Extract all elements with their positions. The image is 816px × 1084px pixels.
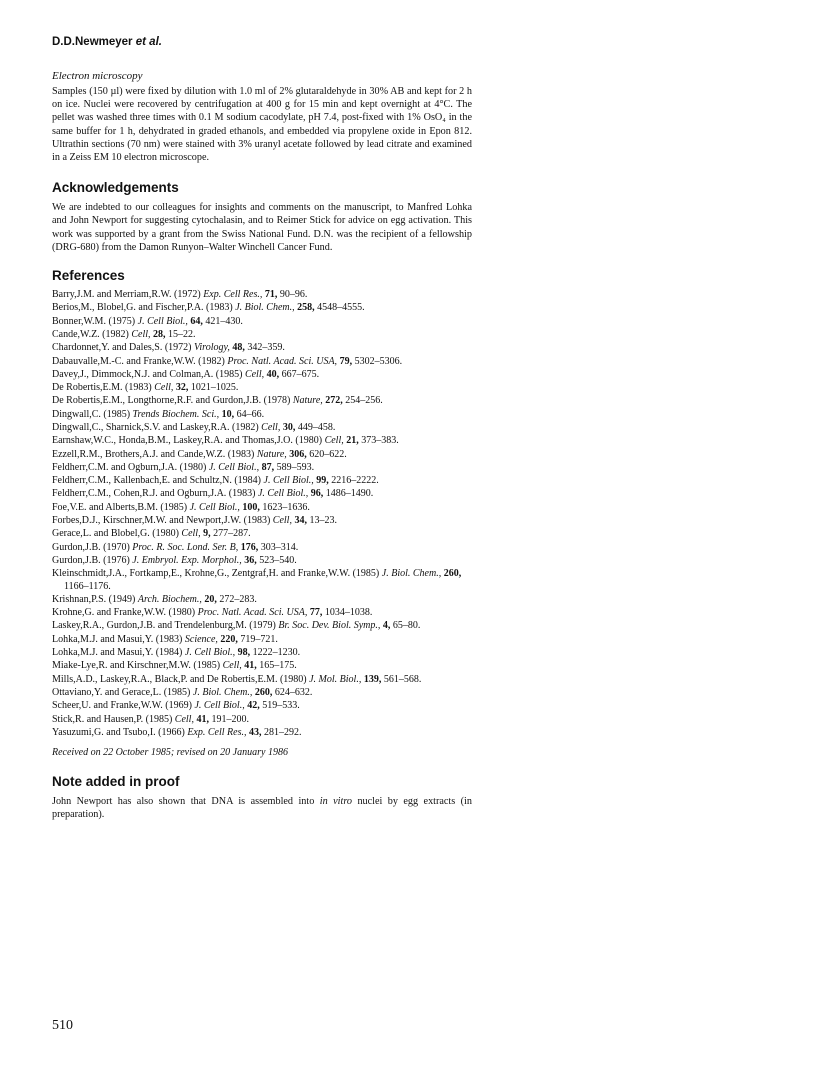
reference-item (52, 369, 472, 381)
reference-authors: Gerace,L. and Blobel,G. (1980) (52, 528, 179, 540)
received-date: Received on 22 October 1985; revised on 20 January 1986 (52, 747, 288, 759)
reference-pages: 64–66. (236, 408, 265, 420)
reference-volume: 98, (237, 647, 251, 659)
reference-volume: 260, (254, 686, 273, 698)
reference-authors: De Robertis,E.M., Longthorne,R.F. and Gurdon,J.B. (1978) (52, 395, 291, 407)
reference-volume: 20, (204, 593, 217, 605)
acknowledgements-heading: Acknowledgements (52, 180, 179, 196)
reference-volume: 64, (190, 315, 203, 327)
reference-authors: Cande,W.Z. (1982) (52, 328, 129, 340)
reference-pages: 589–593. (276, 461, 315, 473)
reference-journal: J. Cell Biol., (194, 700, 245, 712)
reference-volume: 99, (316, 475, 329, 487)
reference-authors: Gurdon,J.B. (1970) (52, 541, 130, 553)
reference-authors: Miake-Lye,R. and Kirschner,M.W. (1985) (52, 660, 221, 672)
reference-authors: Dabauvalle,M.-C. and Franke,W.W. (1982) (52, 355, 225, 367)
reference-volume: 32, (175, 382, 189, 394)
reference-pages: 303–314. (260, 541, 299, 553)
reference-volume: 41, (196, 713, 209, 725)
reference-authors: Bonner,W.M. (1975) (52, 315, 136, 327)
reference-item (52, 634, 472, 646)
reference-journal: Trends Biochem. Sci., (132, 408, 220, 420)
reference-pages: 624–632. (274, 686, 313, 698)
reference-volume: 4, (382, 620, 391, 632)
reference-journal: J. Cell Biol., (208, 461, 260, 473)
reference-pages: 667–675. (281, 368, 320, 380)
reference-journal: J. Biol. Chem., (235, 302, 295, 314)
reference-item (52, 289, 472, 301)
reference-pages: 1034–1038. (324, 607, 373, 619)
reference-volume: 306, (289, 448, 307, 460)
reference-journal: Cell, (131, 328, 151, 340)
reference-item (52, 329, 472, 341)
reference-item (52, 515, 472, 527)
reference-pages: 2216–2222. (331, 475, 379, 487)
reference-volume: 139, (363, 673, 382, 685)
main-column (52, 70, 472, 822)
reference-pages: 620–622. (309, 448, 347, 460)
reference-journal: J. Mol. Biol., (309, 673, 362, 685)
reference-volume: 9, (203, 528, 211, 540)
reference-authors: Davey,J., Dimmock,N.J. and Colman,A. (1985) (52, 368, 243, 380)
reference-item (52, 660, 472, 672)
reference-journal: J. Cell Biol., (184, 647, 236, 659)
reference-volume: 258, (297, 302, 315, 314)
reference-journal: J. Biol. Chem., (381, 568, 442, 580)
reference-volume: 42, (247, 700, 260, 712)
reference-journal: J. Embryol. Exp. Morphol., (132, 554, 242, 566)
reference-journal: J. Biol. Chem., (192, 686, 253, 698)
note-in-proof-text (52, 795, 472, 821)
reference-item (52, 356, 472, 368)
reference-item (52, 620, 472, 632)
reference-journal: Arch. Biochem., (137, 593, 202, 605)
reference-authors: Lohka,M.J. and Masui,Y. (1984) (52, 647, 183, 659)
reference-authors: Scheer,U. and Franke,W.W. (1969) (52, 700, 192, 712)
reference-volume: 272, (325, 395, 343, 407)
reference-item (52, 316, 472, 328)
reference-journal: Exp. Cell Res., (187, 726, 247, 738)
reference-pages: 1486–1490. (325, 488, 374, 500)
page-number: 510 (52, 1018, 73, 1033)
reference-volume: 43, (248, 726, 262, 738)
reference-journal: Exp. Cell Res., (203, 289, 263, 301)
reference-journal: J. Cell Biol., (189, 501, 240, 513)
reference-journal: Nature, (292, 395, 323, 407)
reference-journal: Cell, (261, 422, 281, 433)
reference-authors: Dingwall,C. (1985) (52, 408, 131, 420)
reference-volume: 40, (266, 368, 280, 380)
reference-authors: De Robertis,E.M. (1983) (52, 382, 152, 394)
reference-journal: J. Cell Biol., (257, 488, 309, 500)
electron-microscopy-text: Samples (150 µl) were fixed by dilution with 1.0 ml of 2% glutaraldehyde in 30% AB and kept for 2 h on ice. Nuclei were recovered by centrifugation at 400 g for 15 min and kept overnight at 4°C. The pellet was washed three times with 0.1 M sodium cacodylate, pH 7.4, post-fixed with 1% OsO₄ in the same buffer for 1 h, dehydrated in graded ethanols, and embedded via propylene oxide in Epon 812. Ultrathin sections (70 nm) were stained with 3% uranyl acetate followed by lead citrate and examined in a Zeiss EM 10 electron microscope. (52, 86, 472, 164)
reference-authors: Lohka,M.J. and Masui,Y. (1983) (52, 633, 183, 645)
reference-item (52, 568, 472, 593)
reference-pages: 165–175. (259, 660, 297, 672)
reference-authors: Krishnan,P.S. (1949) (52, 593, 136, 605)
reference-item (52, 607, 472, 619)
reference-authors: Dingwall,C., Sharnick,S.V. and Laskey,R.A. (1982) (52, 422, 259, 433)
reference-journal: J. Cell Biol., (137, 315, 188, 327)
reference-item (52, 475, 472, 487)
reference-volume: 260, (443, 568, 462, 580)
reference-volume: 36, (244, 554, 257, 566)
references-heading: References (52, 268, 125, 284)
reference-pages: 449–458. (297, 422, 336, 433)
reference-authors: Foe,V.E. and Alberts,B.M. (1985) (52, 501, 188, 513)
note-text-before: John Newport has also shown that DNA is assembled into (52, 796, 320, 808)
reference-authors: Berios,M., Blobel,G. and Fischer,P.A. (1983) (52, 302, 233, 314)
reference-item (52, 542, 472, 554)
reference-item (52, 462, 472, 474)
reference-journal: Cell, (244, 368, 265, 380)
reference-pages: 1021–1025. (190, 382, 239, 394)
reference-volume: 176, (240, 541, 259, 553)
electron-microscopy-heading: Electron microscopy (52, 70, 143, 82)
reference-volume: 21, (346, 435, 359, 447)
reference-authors: Barry,J.M. and Merriam,R.W. (1972) (52, 289, 201, 301)
reference-pages: 254–256. (345, 395, 383, 407)
reference-item (52, 555, 472, 567)
reference-item (52, 502, 472, 514)
electron-microscopy-section (52, 70, 472, 164)
reference-pages: 719–721. (240, 633, 278, 645)
reference-authors: Earnshaw,W.C., Honda,B.M., Laskey,R.A. and Thomas,J.O. (1980) (52, 435, 323, 447)
reference-item (52, 382, 472, 394)
reference-authors: Laskey,R.A., Gurdon,J.B. and Trendelenburg,M. (1979) (52, 620, 276, 632)
reference-volume: 87, (261, 461, 275, 473)
acknowledgements-section (52, 180, 472, 254)
reference-journal: Cell, (181, 528, 201, 540)
reference-journal: Science, (184, 633, 218, 645)
reference-pages: 90–96. (279, 289, 308, 301)
reference-volume: 100, (242, 501, 260, 513)
reference-authors: Ottaviano,Y. and Gerace,L. (1985) (52, 686, 191, 698)
note-text-after: nuclei by egg extracts (in preparation). (52, 796, 472, 821)
running-head-etal: et al. (135, 36, 162, 48)
note-text-italic: in vitro (319, 796, 352, 808)
reference-journal: Nature, (256, 448, 287, 460)
reference-authors: Forbes,D.J., Kirschner,M.W. and Newport,J.W. (1983) (52, 515, 271, 527)
reference-pages: 523–540. (259, 554, 297, 566)
reference-pages: 272–283. (219, 593, 257, 605)
reference-journal: Br. Soc. Dev. Biol. Symp., (278, 620, 381, 632)
reference-item (52, 594, 472, 606)
reference-volume: 34, (294, 515, 307, 527)
reference-journal: J. Cell Biol., (263, 475, 314, 487)
reference-pages: 421–430. (205, 315, 243, 327)
reference-item (52, 395, 472, 407)
reference-volume: 28, (153, 328, 166, 340)
reference-item (52, 528, 472, 540)
reference-pages: 65–80. (392, 620, 421, 632)
running-head-authors: D.D.Newmeyer (52, 36, 133, 48)
reference-item (52, 647, 472, 659)
reference-pages: 5302–5306. (354, 355, 403, 367)
reference-pages: 15–22. (168, 328, 196, 340)
reference-pages: 373–383. (361, 435, 399, 447)
reference-item (52, 435, 472, 447)
reference-volume: 30, (282, 422, 296, 433)
reference-journal: Proc. Natl. Acad. Sci. USA, (227, 355, 338, 367)
reference-volume: 41, (244, 660, 257, 672)
reference-authors: Krohne,G. and Franke,W.W. (1980) (52, 607, 196, 619)
reference-authors: Feldherr,C.M., Cohen,R.J. and Ogburn,J.A. (1983) (52, 488, 256, 500)
reference-list (52, 289, 472, 739)
reference-item (52, 700, 472, 712)
reference-journal: Cell, (222, 660, 242, 672)
reference-authors: Stick,R. and Hausen,P. (1985) (52, 713, 173, 725)
reference-item (52, 422, 472, 434)
reference-volume: 48, (232, 342, 245, 354)
reference-authors: Ezzell,R.M., Brothers,A.J. and Cande,W.Z. (1983) (52, 448, 255, 460)
reference-pages: 1222–1230. (252, 647, 301, 659)
reference-journal: Proc. Natl. Acad. Sci. USA, (197, 607, 308, 619)
reference-item (52, 302, 472, 314)
reference-authors: Kleinschmidt,J.A., Fortkamp,E., Krohne,G., Zentgraf,H. and Franke,W.W. (1985) (52, 568, 380, 580)
references-section (52, 268, 472, 758)
running-head (52, 36, 162, 48)
reference-item (52, 727, 472, 739)
reference-pages: 277–287. (213, 528, 251, 540)
reference-item (52, 409, 472, 421)
reference-item (52, 342, 472, 354)
reference-pages: 281–292. (263, 726, 302, 738)
reference-item (52, 714, 472, 726)
reference-volume: 71, (264, 289, 278, 301)
reference-volume: 79, (339, 355, 353, 367)
reference-volume: 77, (309, 607, 323, 619)
reference-pages: 561–568. (383, 673, 422, 685)
reference-authors: Feldherr,C.M., Kallenbach,E. and Schultz,N. (1984) (52, 475, 261, 487)
reference-authors: Mills,A.D., Laskey,R.A., Black,P. and De Robertis,E.M. (1980) (52, 673, 307, 685)
reference-pages: 1166–1176. (64, 580, 111, 592)
reference-authors: Chardonnet,Y. and Dales,S. (1972) (52, 342, 192, 354)
note-in-proof-heading: Note added in proof (52, 774, 180, 790)
reference-journal: Cell, (174, 713, 194, 725)
reference-journal: Virology, (194, 342, 230, 354)
reference-item (52, 449, 472, 461)
reference-item (52, 687, 472, 699)
reference-pages: 1623–1636. (262, 501, 310, 513)
reference-pages: 519–533. (262, 700, 300, 712)
reference-journal: Cell, (324, 435, 344, 447)
reference-volume: 10, (221, 408, 235, 420)
acknowledgements-text: We are indebted to our colleagues for insights and comments on the manuscript, to Manfred Lohka and John Newport for suggesting cytochalasin, and to Reimer Stick for advice on egg activation. This work was supported by a grant from the Swiss National Fund. D.N. was the recipient of a fellowship (DRG-680) from the Damon Runyon–Walter Winchell Cancer Fund. (52, 202, 472, 253)
reference-volume: 220, (220, 633, 238, 645)
reference-authors: Gurdon,J.B. (1976) (52, 554, 130, 566)
reference-pages: 191–200. (211, 713, 249, 725)
reference-authors: Yasuzumi,G. and Tsubo,I. (1966) (52, 726, 185, 738)
reference-pages: 4548–4555. (317, 302, 365, 314)
reference-journal: Cell, (154, 382, 174, 394)
reference-item (52, 488, 472, 500)
reference-journal: Proc. R. Soc. Lond. Ser. B, (132, 541, 239, 553)
reference-item (52, 674, 472, 686)
reference-pages: 342–359. (247, 342, 285, 354)
reference-volume: 96, (310, 488, 324, 500)
note-in-proof-section (52, 774, 472, 821)
reference-journal: Cell, (272, 515, 292, 527)
reference-authors: Feldherr,C.M. and Ogburn,J.A. (1980) (52, 461, 207, 473)
reference-pages: 13–23. (309, 515, 337, 527)
